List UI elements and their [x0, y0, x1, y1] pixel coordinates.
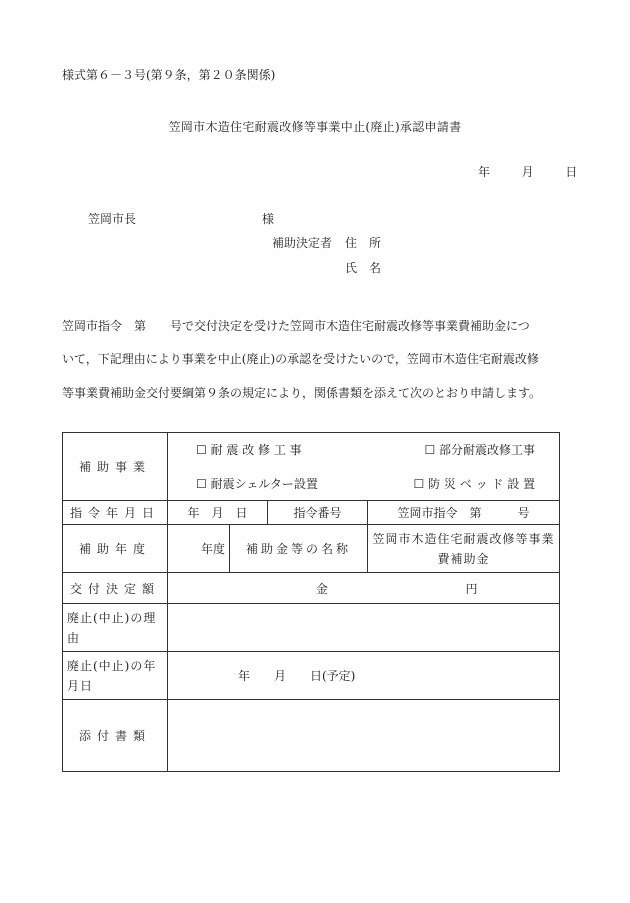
table-row	[63, 700, 560, 772]
attachments-value[interactable]	[168, 700, 560, 772]
option-partial-retrofit[interactable]: ☐ 部分耐震改修工事	[424, 443, 536, 457]
applicant-role: 補助決定者	[272, 236, 333, 250]
date-year-label: 年	[478, 165, 491, 179]
directive-number-value[interactable]: 笠岡市指令 第 号	[368, 501, 560, 525]
table-row	[63, 604, 560, 652]
body-text-line: いて，下記理由により事業を中止(廃止)の承認を受けたいので，笠岡市木造住宅耐震改修	[62, 352, 539, 366]
planned-date-value[interactable]: 年 月 日(予定)	[168, 652, 560, 700]
amount-unit: 円	[465, 581, 478, 596]
planned-date-label: 廃止(中止)の年月日	[63, 652, 168, 700]
subsidy-name-value: 笠岡市木造住宅耐震改修等事業費補助金	[368, 525, 560, 573]
honorific: 様	[262, 212, 275, 226]
option-seismic-retrofit[interactable]: ☐ 耐 震 改 修 工 事	[196, 443, 302, 457]
date-month-label: 月	[521, 165, 534, 179]
amount-value[interactable]	[168, 573, 560, 604]
applicant-name-label: 氏 名	[345, 261, 382, 275]
body-text-line: 笠岡市指令 第 号で交付決定を受けた笠岡市木造住宅耐震改修等事業費補助金につ	[62, 319, 530, 333]
reason-value[interactable]	[168, 604, 560, 652]
project-label: 補助事業	[63, 433, 168, 501]
table-row	[63, 433, 560, 501]
directive-number-label: 指令番号	[268, 501, 368, 525]
submission-date	[478, 163, 577, 180]
addressee: 笠岡市長	[88, 212, 137, 226]
table-row	[63, 652, 560, 700]
directive-date-label: 指令年月日	[63, 501, 168, 525]
table-row	[63, 501, 560, 525]
project-options	[168, 433, 560, 501]
reason-label: 廃止(中止)の理由	[63, 604, 168, 652]
form-number: 様式第６－３号(第９条，第２０条関係)	[62, 68, 276, 82]
date-day-label: 日	[565, 165, 578, 179]
amount-label: 交付決定額	[63, 573, 168, 604]
option-shelter[interactable]: ☐ 耐震シェルター設置	[196, 477, 318, 491]
document-title: 笠岡市木造住宅耐震改修等事業中止(廃止)承認申請書	[168, 120, 462, 134]
attachments-label: 添付書類	[63, 700, 168, 772]
amount-prefix: 金	[315, 581, 328, 596]
option-disaster-bed[interactable]: ☐ 防 災 ベ ッ ド 設 置	[413, 477, 536, 491]
table-row	[63, 573, 560, 604]
applicant-address-label: 住 所	[345, 236, 382, 250]
table-row	[63, 525, 560, 573]
fiscal-year-label: 補助年度	[63, 525, 168, 573]
application-table	[62, 432, 560, 772]
body-text-line: 等事業費補助金交付要綱第９条の規定により，関係書類を添えて次のとおり申請します。	[62, 386, 542, 400]
directive-date-value[interactable]: 年 月 日	[168, 501, 268, 525]
subsidy-name-label: 補助金等の名称	[230, 525, 368, 573]
fiscal-year-value[interactable]: 年度	[168, 525, 230, 573]
